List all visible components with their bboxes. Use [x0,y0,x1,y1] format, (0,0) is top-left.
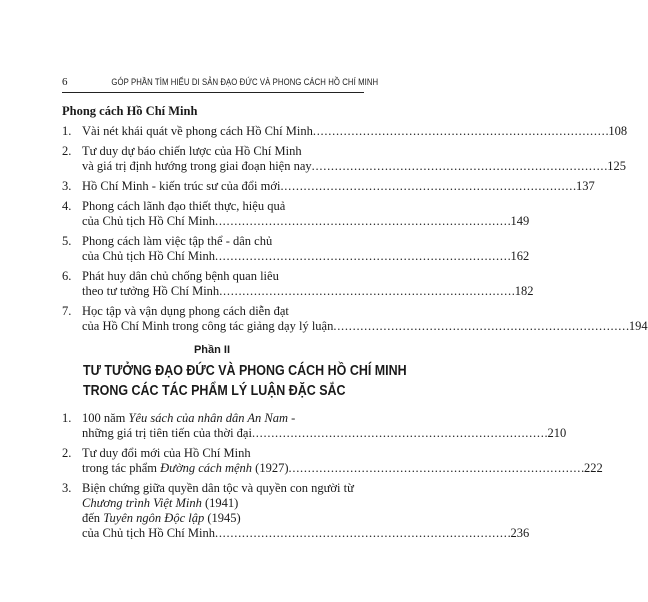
item-page: 222 [584,461,603,475]
item-number: 1. [62,411,72,425]
item-title-cont: theo tư tưởng Hồ Chí Minh [82,284,220,298]
toc-item [62,481,530,541]
item-number: 3. [62,179,72,193]
leader-dots [252,426,547,441]
toc-item [62,144,626,174]
leader-dots [215,214,510,229]
running-title: GÓP PHẦN TÌM HIỂU DI SẢN ĐẠO ĐỨC VÀ PHONG CÁCH HỒ CHÍ MINH [110,77,378,87]
item-number: 2. [62,446,72,460]
item-page: 137 [575,179,595,193]
item-page: 125 [607,159,626,173]
toc-item [62,304,648,334]
toc-item [62,234,530,264]
item-title-cont: những giá trị tiên tiến của thời đại [82,426,252,440]
toc-item [62,411,567,441]
toc-item [62,269,534,299]
item-page: 194 [628,319,648,333]
item-title-cont: và giá trị định hướng trong giai đoạn hiện nay [82,159,312,173]
leader-dots [289,461,584,476]
leader-dots [312,159,607,174]
item-title-cont: của Chủ tịch Hồ Chí Minh [82,526,215,540]
toc-item [62,179,595,194]
item-page: 182 [514,284,534,298]
item-title-cont: trong tác phẩm Đường cách mệnh (1927) [82,461,289,475]
item-number: 2. [62,144,72,158]
page-number: 6 [62,76,68,88]
item-page: 149 [510,214,530,228]
item-page: 162 [510,249,530,263]
leader-dots [280,179,575,194]
part-title-line-2: TRONG CÁC TÁC PHẨM LÝ LUẬN ĐẶC SẮC [83,383,346,399]
leader-dots [313,124,608,139]
item-number: 5. [62,234,72,248]
item-title: Phát huy dân chủ chống bệnh quan liêu [82,269,279,283]
item-page: 236 [510,526,530,540]
item-page: 108 [608,124,628,138]
item-number: 7. [62,304,72,318]
item-title: Tư duy dự báo chiến lược của Hồ Chí Minh [82,144,302,158]
item-title: Học tập và vận dụng phong cách diễn đạt [82,304,289,318]
work-title: Tuyên ngôn Độc lập [103,511,205,525]
item-title-cont: của Chủ tịch Hồ Chí Minh [82,249,215,263]
section-title: Phong cách Hồ Chí Minh [62,104,198,118]
work-title: Yêu sách của nhân dân An Nam [128,411,289,425]
item-title: Tư duy đổi mới của Hồ Chí Minh [82,446,251,460]
item-number: 6. [62,269,72,283]
item-title: Vài nét khái quát về phong cách Hồ Chí Minh [82,124,313,138]
leader-dots [219,284,514,299]
leader-dots [215,526,510,541]
toc-item [62,124,628,139]
item-title: 100 năm Yêu sách của nhân dân An Nam - [82,411,296,425]
item-number: 4. [62,199,72,213]
part-title [83,361,407,401]
part-title-line-1: TƯ TƯỞNG ĐẠO ĐỨC VÀ PHONG CÁCH HỒ CHÍ MINH [83,363,407,379]
work-title: Đường cách mệnh [160,461,253,475]
item-title: Biện chứng giữa quyền dân tộc và quyền con người từ [82,481,354,495]
item-title-cont: đến Tuyên ngôn Độc lập (1945) [82,511,241,525]
item-title-cont: Chương trình Việt Minh (1941) [82,496,239,510]
toc-item [62,446,603,476]
item-title: Phong cách lãnh đạo thiết thực, hiệu quả [82,199,286,213]
toc-item [62,199,530,229]
part-label: Phần II [193,344,231,356]
item-title-cont: của Hồ Chí Minh trong công tác giảng dạy lý luận [82,319,334,333]
item-page: 210 [547,426,567,440]
page-header [62,76,378,88]
work-title: Chương trình Việt Minh [82,496,202,510]
leader-dots [333,319,628,334]
header-rule [62,92,364,93]
leader-dots [215,249,510,264]
toc-content [62,104,648,546]
item-number: 3. [62,481,72,495]
item-number: 1. [62,124,72,138]
item-title-cont: của Chủ tịch Hồ Chí Minh [82,214,215,228]
item-title: Phong cách làm việc tập thể - dân chủ [82,234,273,248]
item-title: Hồ Chí Minh - kiến trúc sư của đổi mới [82,179,281,193]
